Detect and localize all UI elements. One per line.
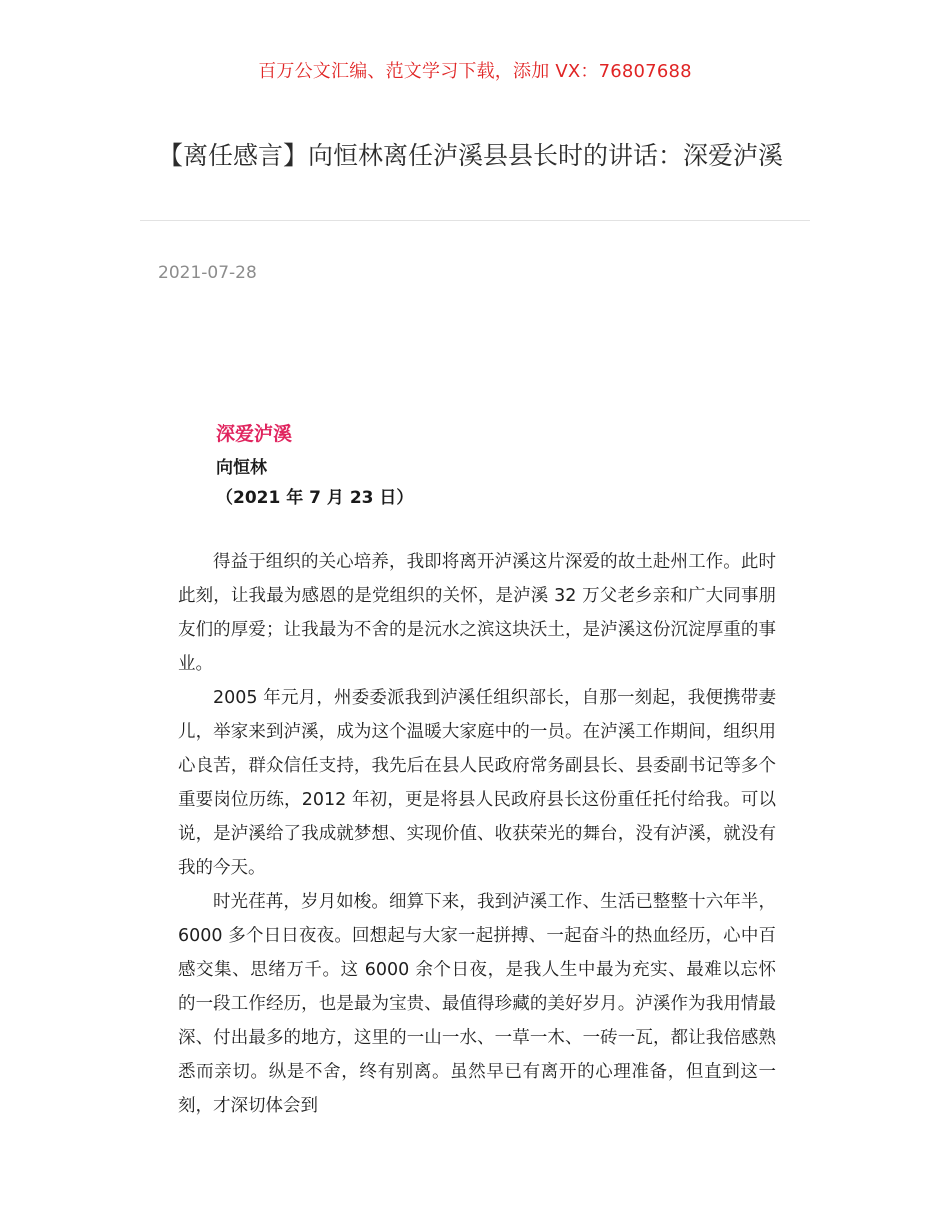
article-body bbox=[178, 545, 776, 1123]
publish-date: 2021-07-28 bbox=[158, 263, 257, 283]
body-paragraph: 时光荏苒，岁月如梭。细算下来，我到泸溪工作、生活已整整十六年半，6000 多个日日夜夜。回想起与大家一起拼搏、一起奋斗的热血经历，心中百感交集、思绪万千。这 6000 余个日夜，是我人生中最为充实、最难以忘怀的一段工作经历，也是最为宝贵、最值得珍藏的美好岁月。泸溪作为我用情最深、付出最多的地方，这里的一山一水、一草一木、一砖一瓦，都让我倍感熟悉而亲切。纵是不舍，终有别离。虽然早已有离开的心理准备，但直到这一刻，才深切体会到 bbox=[178, 892, 776, 1116]
article-title: 【离任感言】向恒林离任泸溪县县长时的讲话：深爱泸溪 bbox=[158, 141, 784, 170]
promo-banner: 百万公文汇编、范文学习下载，添加 VX：76807688 bbox=[258, 61, 692, 82]
speech-date: （2021 年 7 月 23 日） bbox=[216, 488, 414, 508]
body-paragraph: 2005 年元月，州委委派我到泸溪任组织部长，自那一刻起，我便携带妻儿，举家来到泸溪，成为这个温暖大家庭中的一员。在泸溪工作期间，组织用心良苦，群众信任支持，我先后在县人民政府常务副县长、县委副书记等多个重要岗位历练，2012 年初，更是将县人民政府县长这份重任托付给我。可以说，是泸溪给了我成就梦想、实现价值、收获荣光的舞台，没有泸溪，就没有我的今天。 bbox=[178, 688, 776, 878]
body-paragraph: 得益于组织的关心培养，我即将离开泸溪这片深爱的故土赴州工作。此时此刻，让我最为感恩的是党组织的关怀，是泸溪 32 万父老乡亲和广大同事朋友们的厚爱；让我最为不舍的是沅水之滨这块沃土，是泸溪这份沉淀厚重的事业。 bbox=[178, 552, 776, 674]
speech-author: 向恒林 bbox=[216, 458, 267, 478]
speech-subtitle: 深爱泸溪 bbox=[216, 423, 293, 445]
title-divider bbox=[140, 220, 810, 221]
